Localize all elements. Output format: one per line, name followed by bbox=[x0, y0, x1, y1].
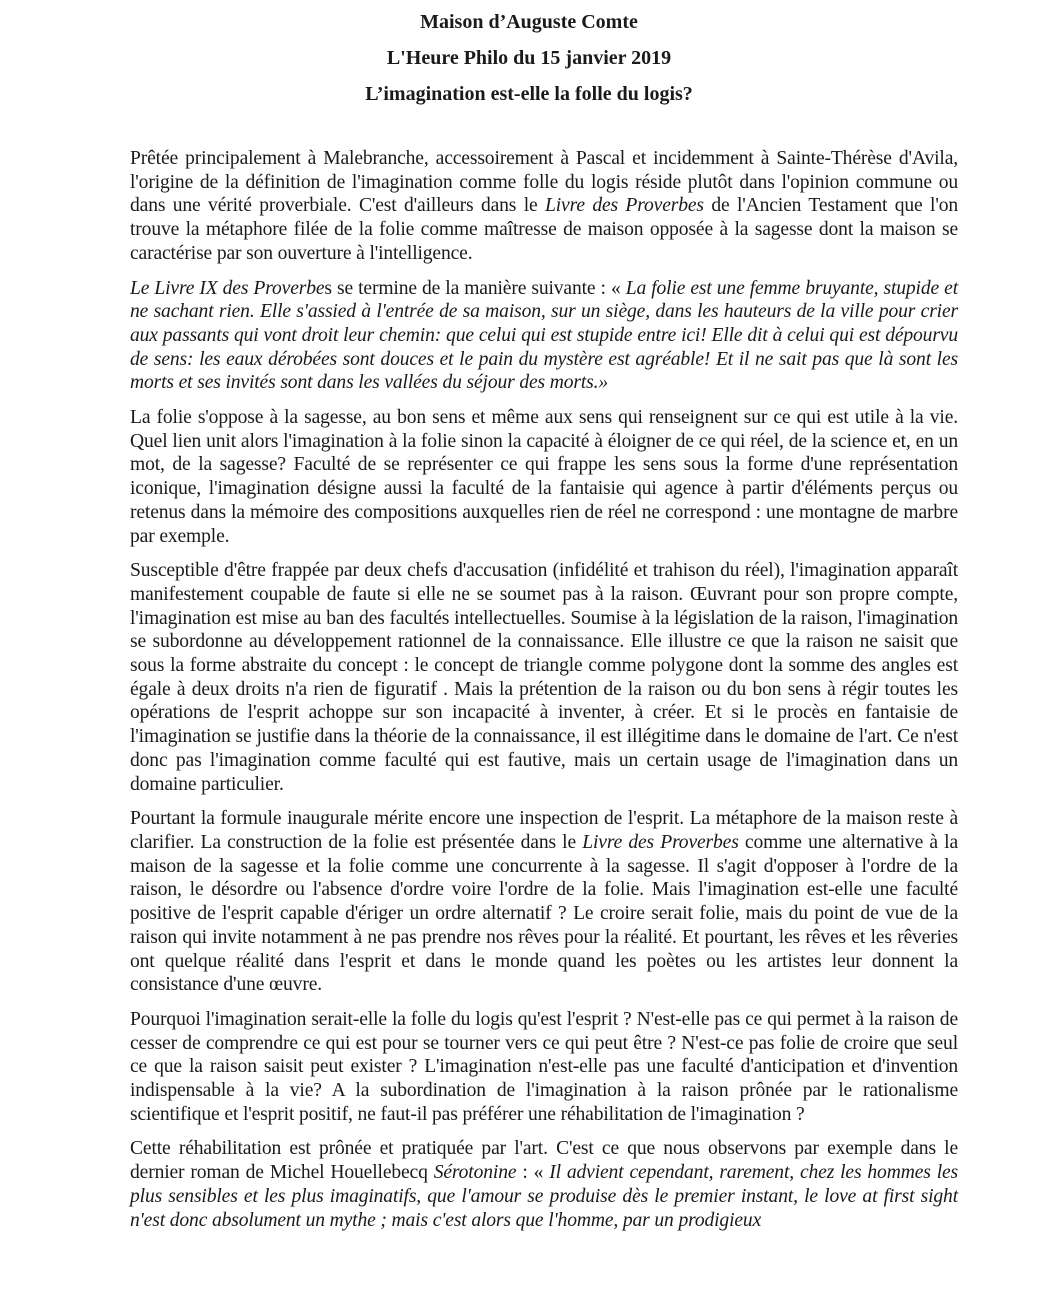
document-title: L’imagination est-elle la folle du logis? bbox=[365, 83, 693, 105]
text-segment: s se termine de la manière suivante : « bbox=[324, 277, 626, 299]
paragraph-1 bbox=[130, 147, 958, 266]
text-segment: Prêtée principalement à Malebranche, accessoirement à Pascal et incidemment à Sainte-Thérèse d'Avila, l'origine de la définition de l'imagination comme folle du logis réside plutôt dans l'opinion commune ou dans une vérité proverbiale. C'est d'ailleurs dans le bbox=[130, 148, 958, 217]
houellebecq-quotation: Il advient cependant, rarement, chez les hommes les plus sensibles et les plus imaginatifs, que l'amour se produise dès le premier instant, le love at first sight n'est donc absolument un mythe ; mais c'est alors que l'homme, par un prodigieux bbox=[130, 1162, 959, 1231]
text-segment: Pourtant la formule inaugurale mérite encore une inspection de l'esprit. La métaphore de la maison reste à clarifier. La construction de la folie est présentée dans le bbox=[130, 808, 958, 853]
book-title-livre-des-proverbes: Livre des Proverbes bbox=[545, 195, 704, 217]
text-segment: Susceptible d'être frappée par deux chefs d'accusation (infidélité et trahison du réel), l'imagination apparaît manifestement coupable de faute si elle ne se soumet pas à la raison. Œuvrant pour son propre compte, l'imagination est mise au ban des facultés intellectuelles. Soumise à la législation de la raison, l'imagination se subordonne au développement rationnel de la connaissance. Elle illustre ce que la raison ne saisit que sous la forme abstraite du concept : le concept de triangle comme polygone dont la somme des angles est égale à deux droits n'a rien de figuratif . Mais la prétention de la raison ou du bon sens à régir toutes les opérations de l'esprit achoppe sur son incapacité à inventer, à créer. Et si le procès en fantaisie de l'imagination se justifie dans la théorie de la connaissance, il est illégitime dans le domaine de l'art. Ce n'est donc pas l'imagination comme faculté qui est fautive, mais un certain usage de l'imagination dans un domaine particulier. bbox=[130, 560, 958, 795]
book-title-serotonine: Sérotonine bbox=[433, 1162, 517, 1184]
book-title-livre-des-proverbes: Livre des Proverbes bbox=[582, 831, 739, 853]
text-segment: Cette réhabilitation est prônée et pratiquée par l'art. C'est ce que nous observons par exemple dans le dernier roman de Michel Houellebecq bbox=[130, 1138, 958, 1184]
paragraph-2-proverbs-quote bbox=[130, 277, 958, 396]
text-segment: La folie s'oppose à la sagesse, au bon sens et même aux sens qui renseignent sur ce qui est utile à la vie. Quel lien unit alors l'imagination à la folie sinon la capacité à éloigner de ce qui réel, de la science et, en un mot, de la sagesse? Faculté de se représenter ce qui frappe les sens sous la forme d'une représentation iconique, l'imagination désigne aussi la faculté de la fantaisie qui agence à partir d'éléments perçus ou retenus dans la mémoire des compositions auxquelles rien de réel ne correspond : une montagne de marbre par exemple. bbox=[130, 407, 958, 547]
paragraph-5 bbox=[130, 807, 958, 997]
paragraph-3 bbox=[130, 406, 958, 548]
text-segment: : « bbox=[516, 1162, 550, 1184]
proverbs-quotation: La folie est une femme bruyante, stupide et ne sachant rien. Elle s'assied à l'entrée de sa maison, sur un siège, dans les hauteurs de la ville pour crier aux passants qui vont droit leur chemin: que celui qui est stupide entre ici! Elle dit à celui qui est dépourvu de sens: les eaux dérobées sont douces et le pain du mystère est agréable! Et il ne sait pas que là sont les morts et ses invités sont dans les vallées du séjour des morts.» bbox=[130, 277, 958, 394]
document-body bbox=[130, 147, 958, 1243]
institution-title: Maison d’Auguste Comte bbox=[420, 11, 638, 33]
paragraph-6 bbox=[130, 1008, 958, 1127]
text-segment: Pourquoi l'imagination serait-elle la folle du logis qu'est l'esprit ? N'est-elle pas ce qui permet à la raison de cesser de comprendre ce qui est pour se tourner vers ce qui peut être ? N'est-ce pas folie de croire que seul ce que la raison saisit peut exister ? L'imagination n'est-elle pas une faculté d'anticipation et d'invention indispensable à la vie? A la subordination de l'imagination à la raison prônée par le rationalisme scientifique et l'esprit positif, ne faut-il pas préférer une réhabilitation de l'imagination ? bbox=[130, 1008, 958, 1125]
event-date-title: L'Heure Philo du 15 janvier 2019 bbox=[386, 47, 672, 69]
paragraph-4 bbox=[130, 559, 958, 796]
text-segment: comme une alternative à la maison de la sagesse et la folie comme une concurrente à la sagesse. Il s'agit d'opposer à l'ordre de la raison, le désordre ou l'absence d'ordre voire l'ordre de la folie. Mais l'imagination est-elle une faculté positive de l'esprit capable d'ériger un ordre alternatif ? Le croire serait folie, mais du point de vue de la raison qui invite notamment à ne pas prendre nos rêves pour la réalité. Et pourtant, les rêves et les rêveries ont quelque réalité dans l'esprit et dans le monde quand les poètes ou les artistes leur donnent la consistance d'une œuvre. bbox=[130, 831, 958, 996]
text-segment: de l'Ancien Testament que l'on trouve la métaphore filée de la folie comme maîtresse de maison opposée à la sagesse dont la maison se caractérise par son ouverture à l'intelligence. bbox=[130, 195, 958, 264]
paragraph-7 bbox=[130, 1137, 958, 1232]
document-header bbox=[0, 4, 1058, 112]
book-title-livre-ix: Le Livre IX des Proverbe bbox=[130, 277, 325, 299]
